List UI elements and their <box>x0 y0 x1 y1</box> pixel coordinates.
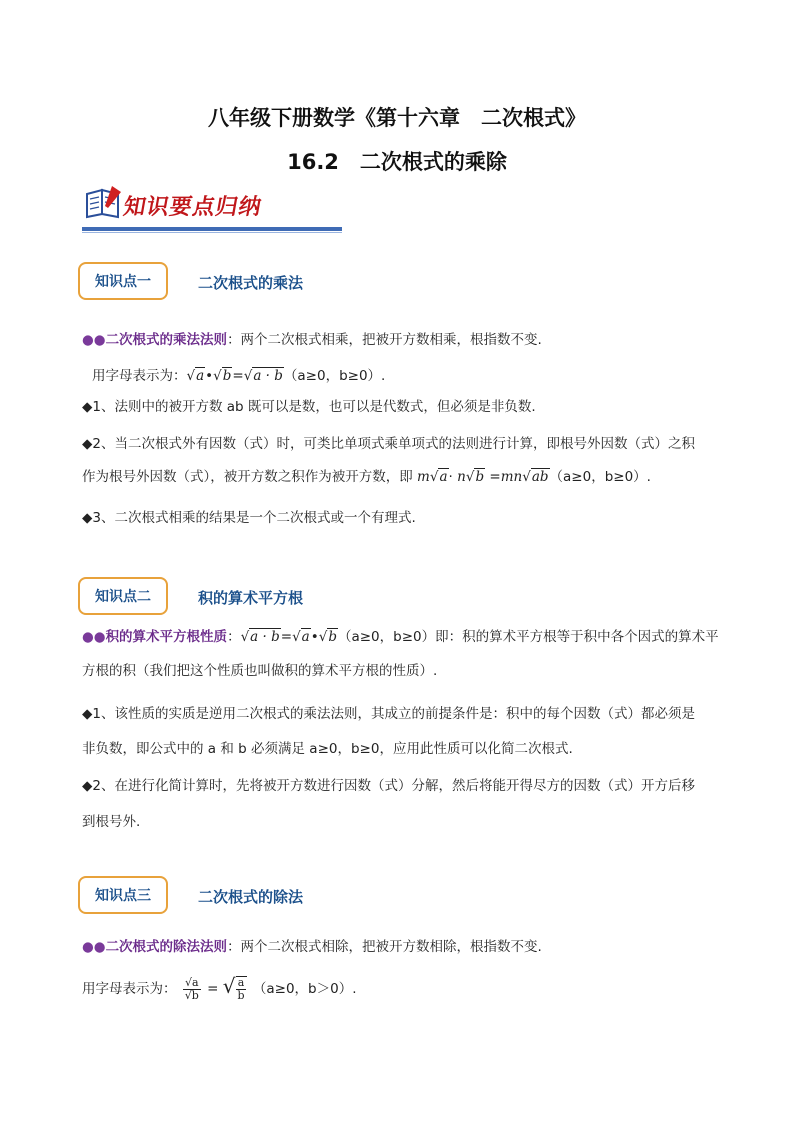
kp1-title: 二次根式的乘法 <box>198 274 304 292</box>
kp1-label: 知识点一 <box>95 274 151 290</box>
kp2-title: 积的算术平方根 <box>198 589 304 607</box>
kp3-letter-formula: 用字母表示为： $\frac{√a}{√b}$ = √ $\frac{a}{b}$ （a≥0，b＞0）. <box>82 974 357 1002</box>
kp3-title: 二次根式的除法 <box>198 888 304 906</box>
page-subtitle: 16.2 二次根式的乘除 <box>287 150 507 174</box>
fraction-under-root: $\frac{a}{b}$ <box>237 976 245 1002</box>
kp2-label-box <box>78 577 168 615</box>
section-underline <box>82 227 342 231</box>
kp1-point-1: ◆1、法则中的被开方数 ab 既可以是数，也可以是代数式，但必须是非负数. <box>82 399 536 415</box>
kp1-letter-formula: 用字母表示为：√a•√b=√a · b（a≥0，b≥0）. <box>92 368 386 384</box>
kp2-point-1b: 非负数，即公式中的 a 和 b 必须满足 a≥0，b≥0，应用此性质可以化简二次根式. <box>82 741 573 757</box>
kp3-label-box <box>78 876 168 914</box>
book-icon <box>84 184 124 224</box>
kp1-label-box <box>78 262 168 300</box>
fraction-sqrt: $\frac{√a}{√b}$ <box>184 975 199 1002</box>
kp2-point-2a: ◆2、在进行化简计算时，先将被开方数进行因数（式）分解，然后将能开得尽方的因数（式）开方后移 <box>82 778 695 794</box>
section-heading: 知识要点归纳 <box>121 194 265 220</box>
section-underline-thin <box>82 232 342 233</box>
kp1-rule: ●●二次根式的乘法法则：两个二次根式相乘，把被开方数相乘，根指数不变. <box>82 332 542 348</box>
kp3-label: 知识点三 <box>95 888 151 904</box>
kp2-point-2b: 到根号外. <box>82 814 141 830</box>
kp2-point-1a: ◆1、该性质的实质是逆用二次根式的乘法法则，其成立的前提条件是：积中的每个因数（式）都必须是 <box>82 706 695 722</box>
kp2-property: ●●积的算术平方根性质：√a · b=√a•√b（a≥0，b≥0）即：积的算术平方根等于积中各个因式的算术平 <box>82 629 719 645</box>
kp2-label: 知识点二 <box>95 589 151 605</box>
kp2-property-cont: 方根的积（我们把这个性质也叫做积的算术平方根的性质）. <box>82 663 438 679</box>
kp1-point-3: ◆3、二次根式相乘的结果是一个二次根式或一个有理式. <box>82 510 416 526</box>
kp1-point-2b: 作为根号外因数（式），被开方数之积作为被开方数，即 m√a· n√b =mn√ab（a≥0，b≥0）. <box>82 469 651 485</box>
kp3-rule: ●●二次根式的除法法则：两个二次根式相除，把被开方数相除，根指数不变. <box>82 939 542 955</box>
kp1-point-2a: ◆2、当二次根式外有因数（式）时，可类比单项式乘单项式的法则进行计算，即根号外因数（式）之积 <box>82 436 695 452</box>
page-title: 八年级下册数学《第十六章 二次根式》 <box>208 106 586 130</box>
